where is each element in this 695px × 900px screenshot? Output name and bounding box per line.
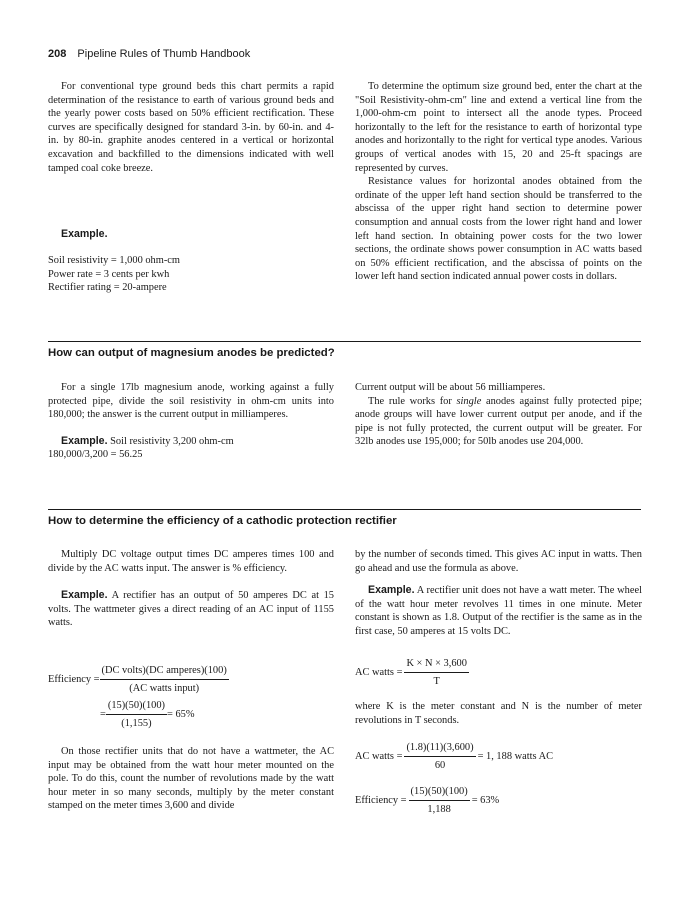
section1-left-column [48,381,334,462]
example-line: Soil resistivity = 1,000 ohm-cm [48,255,180,266]
example-label: Example. [368,584,415,597]
intro-example [48,228,334,242]
rule-text-emphasis: single [456,395,482,407]
section1-right-column [355,381,642,449]
section2-right-column [355,548,642,639]
fraction [409,785,470,816]
equation-lhs: Efficiency = [48,674,100,685]
section1-rule-paragraph [355,395,642,449]
example-label: Example. [61,434,108,447]
intro-right-paragraph-2: Resistance values for horizontal anodes obtained from the ordinate of the upper left hand section should be transferred to the abscissa of the upper right hand section to determine power consumption and annual costs from the lower right hand and lower left hand section. In obtaining power costs for the two lower sections, the ordinate shows power consumption in AC watts based on 50% efficient rectification, and the abscissa of points on the lower left hand section indicated annual power costs in dollars. [355,176,642,283]
where-block [355,700,642,727]
equation-lhs: AC watts = [355,667,403,678]
example-calculation: 180,000/3,200 = 56.25 [48,449,143,461]
fraction-numerator: (15)(50)(100) [409,785,470,801]
efficiency-calculation-2 [355,785,499,816]
efficiency-formula [48,664,229,695]
fraction-denominator: T [433,676,440,687]
rule-text-a: The rule works for [368,395,457,407]
efficiency-calculation [100,699,195,730]
section2-right-paragraph-1: by the number of seconds timed. This gives AC input in watts. Then go ahead and use the formula as above. [355,549,642,574]
intro-paragraph: For conventional type ground beds this chart permits a rapid determination of the resistance to earth of various ground beds and the yearly power costs based on 50% efficient rectification. These curves are specifically designed for standard 3-in. by 60-in. and 4-in. by 80-in. graphite anodes centered in a vertical or horizontal excavation and backfilled to the dimensions indicated with well tamped coal coke breeze. [48,81,334,174]
fraction [404,657,469,688]
fraction [100,664,229,695]
rule-text-b: anodes against fully protected pipe; anode groups will have lower current output per anode, and if the pipe is not fully protected, the current output will be greater. For 32lb anodes use 195,000; for 50lb anodes use 204,000. [355,395,642,448]
equation-result: = 65% [167,709,195,720]
section2-paragraph-2: On those rectifier units that do not have a wattmeter, the AC input may be obtained from the watt hour meter mounted on the pole. To do this, count the number of revolutions made by the watt hour meter in so many seconds, multiply by the meter constant stamped on the meter times 3,600 and divide [48,746,334,812]
fraction-numerator: (DC volts)(DC amperes)(100) [100,664,229,680]
section1-paragraph: For a single 17lb magnesium anode, working against a fully protected pipe, divide the soil resistivity in ohm-cm units into 180,000; the answer is the current output in milliamperes. [48,382,334,421]
running-header [48,48,250,60]
example-text: A rectifier has an output of 50 amperes DC at 15 volts. The wattmeter gives a direct reading of an AC input of 1155 watts. [48,590,334,629]
section2-left-paragraph-2-block [48,745,334,813]
section-heading-magnesium-anodes: How can output of magnesium anodes be predicted? [48,341,641,359]
equation-lhs: AC watts = [355,751,403,762]
section1-example [48,435,334,449]
section2-example-2 [355,584,642,638]
formula-definition: where K is the meter constant and N is the number of meter revolutions in T seconds. [355,701,642,726]
ac-watts-formula [355,657,469,688]
section-heading-rectifier-efficiency: How to determine the efficiency of a cathodic protection rectifier [48,509,641,527]
fraction-denominator: (1,155) [121,718,152,729]
section2-left-column [48,548,334,630]
fraction-numerator: K × N × 3,600 [404,657,469,673]
example-line: Power rate = 3 cents per kwh [48,268,170,280]
fraction-denominator: 60 [434,760,446,771]
section2-example [48,589,334,630]
fraction-denominator: (AC watts input) [129,683,200,694]
equation-result: = 63% [471,795,500,806]
example-line: Rectifier rating = 20-ampere [48,282,167,294]
running-title: Pipeline Rules of Thumb Handbook [77,48,251,60]
fraction-numerator: (1.8)(11)(3,600) [404,741,475,757]
example-text: A rectifier unit does not have a watt meter. The wheel of the watt hour meter revolves 11 times in one minute. Meter constant is shown as 1.8. Output of the rectifier is the same as in the first case, 50 amperes at 15 volts DC. [355,585,642,637]
equation-lead: = [100,709,106,720]
example-label: Example. [61,228,108,240]
fraction [404,741,475,772]
intro-right-paragraph-1: To determine the optimum size ground bed, enter the chart at the "Soil Resistivity-ohm-cm" line and extend a vertical line from the 1,000-ohm-cm point to intersect all the anode types. Proceed horizontally to the left for the resistance to earth of horizontal type anodes and horizontally to the right for vertical type anodes. Various groups of vertical anodes with 15, 20 and 25-ft spacings are represented by curves. [355,81,642,174]
section1-result-line: Current output will be about 56 milliamperes. [355,382,546,393]
page-number: 208 [48,48,67,60]
fraction [106,699,167,730]
intro-right-column [355,80,642,284]
ac-watts-calculation [355,741,553,772]
equation-result: = 1, 188 watts AC [477,751,554,762]
fraction-numerator: (15)(50)(100) [106,699,167,715]
equation-lhs: Efficiency = [355,795,407,806]
example-text: Soil resistivity 3,200 ohm-cm [107,435,234,447]
section2-paragraph-1: Multiply DC voltage output times DC amperes times 100 and divide by the AC watts input. The answer is % efficiency. [48,549,334,574]
fraction-denominator: 1,188 [427,804,451,815]
example-label: Example. [61,589,108,602]
intro-left-column [48,80,334,175]
intro-example-lines [48,254,334,295]
